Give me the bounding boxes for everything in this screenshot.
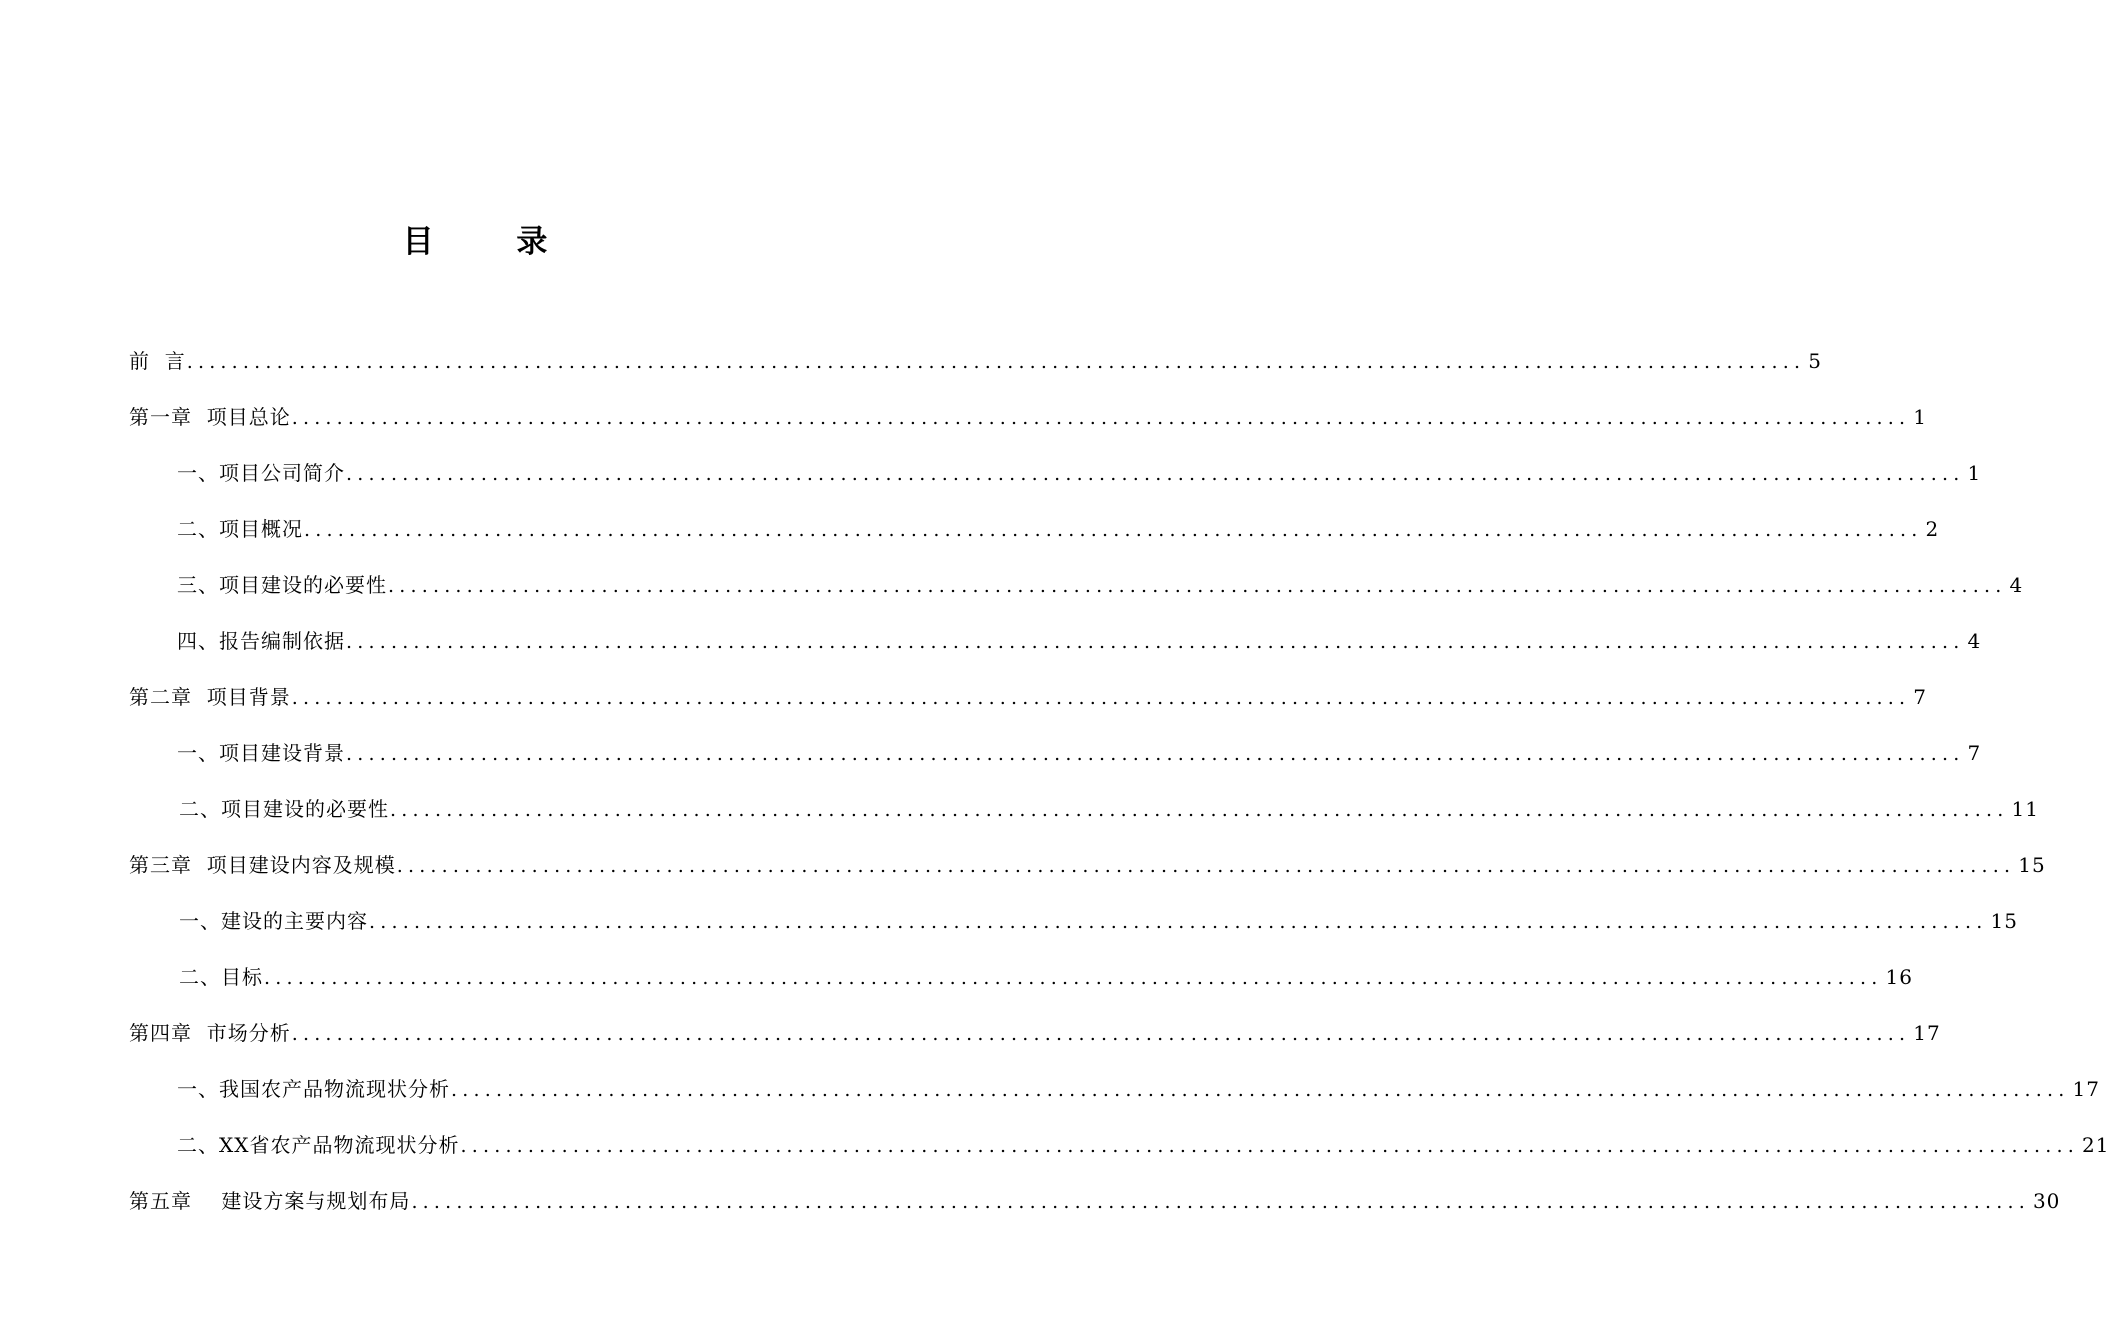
toc-entry-page: 21 [2081,1133,2109,1157]
toc-entry-page: 17 [2072,1077,2100,1101]
toc-entry-page: 2 [1925,517,1940,541]
toc-entry-section[interactable] [0,613,1982,669]
toc-entry-label: 前 言 [129,349,186,373]
toc-dot-leader: ................................................................................................................................................ [291,1023,1911,1045]
toc-entry-page: 4 [2009,573,2024,597]
toc-entry-label: 第五章 建设方案与规划布局 [129,1189,411,1213]
toc-entry-page: 1 [1967,461,1982,485]
toc-dot-leader: ................................................................................................................................................ [346,463,1965,485]
toc-entry-label: 第三章 项目建设内容及规模 [129,853,396,877]
toc-dot-leader: ................................................................................................................................................ [369,911,1988,933]
toc-entry-page: 17 [1913,1021,1941,1045]
toc-entry-page: 4 [1967,629,1982,653]
toc-entry-chapter-2[interactable] [0,669,1927,725]
toc-entry-chapter-4[interactable] [0,1005,1941,1061]
toc-entry-section[interactable] [0,949,1913,1005]
toc-entry-label: 一、我国农产品物流现状分析 [177,1077,450,1101]
toc-entry-section[interactable] [0,501,1940,557]
toc-entry-label: 二、项目概况 [177,517,303,541]
toc-dot-leader: ................................................................................................................................................ [390,799,2009,821]
toc-entry-page: 1 [1913,405,1927,429]
toc-entry-chapter-1[interactable] [0,389,1927,445]
toc-entry-label: 一、项目建设背景 [177,741,345,765]
toc-entry-label: 一、项目公司简介 [177,461,345,485]
toc-entry-section[interactable] [0,1117,2109,1173]
toc-entry-page: 7 [1967,741,1982,765]
toc-dot-leader: ................................................................................................................................................ [186,351,1806,373]
toc-entry-label: 一、建设的主要内容 [179,909,368,933]
toc-entry-label: 四、报告编制依据 [177,629,345,653]
toc-entry-page: 5 [1808,349,1822,373]
toc-dot-leader: ................................................................................................................................................ [291,687,1911,709]
toc-entry-chapter-5[interactable] [0,1173,2061,1229]
toc-dot-leader: ................................................................................................................................................ [264,967,1883,989]
toc-entry-page: 30 [2032,1189,2061,1213]
toc-dot-leader: ................................................................................................................................................ [460,1135,2079,1157]
toc-entry-label: 二、项目建设的必要性 [179,797,389,821]
toc-dot-leader: ................................................................................................................................................ [396,855,2016,877]
toc-entry-label: 三、项目建设的必要性 [177,573,387,597]
toc-entry-label: 第四章 市场分析 [129,1021,291,1045]
toc-entry-section[interactable] [0,725,1982,781]
toc-entry-page: 11 [2011,797,2039,821]
toc-entry-page: 16 [1885,965,1913,989]
toc-entry-page: 15 [1990,909,2018,933]
toc-dot-leader: ................................................................................................................................................ [346,743,1965,765]
toc-entry-section[interactable] [0,781,2039,837]
toc-entry-label: 二、XX省农产品物流现状分析 [177,1133,460,1157]
toc-dot-leader: ................................................................................................................................................ [411,1191,2030,1213]
toc-entry-section[interactable] [0,557,2024,613]
toc-entry-section[interactable] [0,445,1982,501]
toc-entry-page: 15 [2018,853,2046,877]
toc-dot-leader: ................................................................................................................................................ [346,631,1965,653]
toc-entry-page: 7 [1913,685,1927,709]
toc-entry-label: 第二章 项目背景 [129,685,291,709]
toc-entry-section[interactable] [0,1061,2100,1117]
toc-entry-section[interactable] [0,893,2018,949]
toc-dot-leader: ................................................................................................................................................ [304,519,1923,541]
toc-dot-leader: ................................................................................................................................................ [291,407,1911,429]
toc-entry-label: 第一章 项目总论 [129,405,291,429]
toc-title: 目 录 [402,224,584,260]
toc-dot-leader: ................................................................................................................................................ [451,1079,2070,1101]
toc-entry-chapter-3[interactable] [0,837,2046,893]
toc-dot-leader: ................................................................................................................................................ [388,575,2007,597]
toc-entry-preface[interactable] [0,333,1822,389]
toc-entry-label: 二、目标 [179,965,263,989]
